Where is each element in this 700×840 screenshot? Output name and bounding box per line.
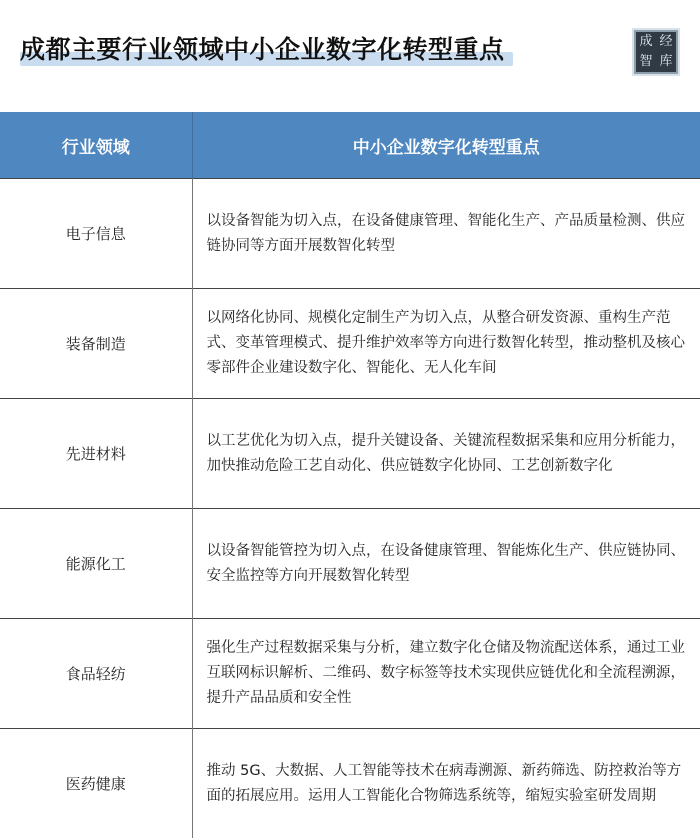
focus-cell: 以工艺优化为切入点，提升关键设备、关键流程数据采集和应用分析能力，加快推动危险工艺自动化、供应链数字化协同、工艺创新数字化 [192, 399, 700, 509]
table-row [0, 509, 700, 619]
logo-char: 库 [659, 54, 673, 69]
industry-cell: 医药健康 [0, 729, 192, 839]
focus-table [0, 112, 700, 838]
page-header [0, 0, 700, 112]
industry-cell: 装备制造 [0, 289, 192, 399]
industry-cell: 电子信息 [0, 179, 192, 289]
logo-char: 成 [639, 34, 653, 49]
focus-cell: 以设备智能管控为切入点，在设备健康管理、智能炼化生产、供应链协同、安全监控等方向开展数智化转型 [192, 509, 700, 619]
focus-cell: 以网络化协同、规模化定制生产为切入点，从整合研发资源、重构生产范式、变革管理模式、提升维护效率等方向进行数智化转型，推动整机及核心零部件企业建设数字化、智能化、无人化车间 [192, 289, 700, 399]
table-row [0, 729, 700, 839]
table-row [0, 399, 700, 509]
table-row [0, 619, 700, 729]
industry-cell: 能源化工 [0, 509, 192, 619]
table-header-row [0, 112, 700, 179]
focus-cell: 推动 5G、大数据、人工智能等技术在病毒溯源、新药筛选、防控救治等方面的拓展应用。运用人工智能化合物筛选系统等，缩短实验室研发周期 [192, 729, 700, 839]
industry-cell: 食品轻纺 [0, 619, 192, 729]
logo-char: 经 [659, 34, 673, 49]
logo-char: 智 [639, 54, 653, 69]
column-header-industry: 行业领域 [0, 112, 192, 179]
column-header-focus: 中小企业数字化转型重点 [192, 112, 700, 179]
table-row [0, 179, 700, 289]
title-wrap [20, 30, 505, 70]
page-title: 成都主要行业领域中小企业数字化转型重点 [20, 35, 505, 64]
brand-logo [634, 30, 678, 74]
industry-cell: 先进材料 [0, 399, 192, 509]
focus-cell: 以设备智能为切入点，在设备健康管理、智能化生产、产品质量检测、供应链协同等方面开展数智化转型 [192, 179, 700, 289]
table-row [0, 289, 700, 399]
focus-cell: 强化生产过程数据采集与分析，建立数字化仓储及物流配送体系，通过工业互联网标识解析、二维码、数字标签等技术实现供应链优化和全流程溯源，提升产品品质和安全性 [192, 619, 700, 729]
